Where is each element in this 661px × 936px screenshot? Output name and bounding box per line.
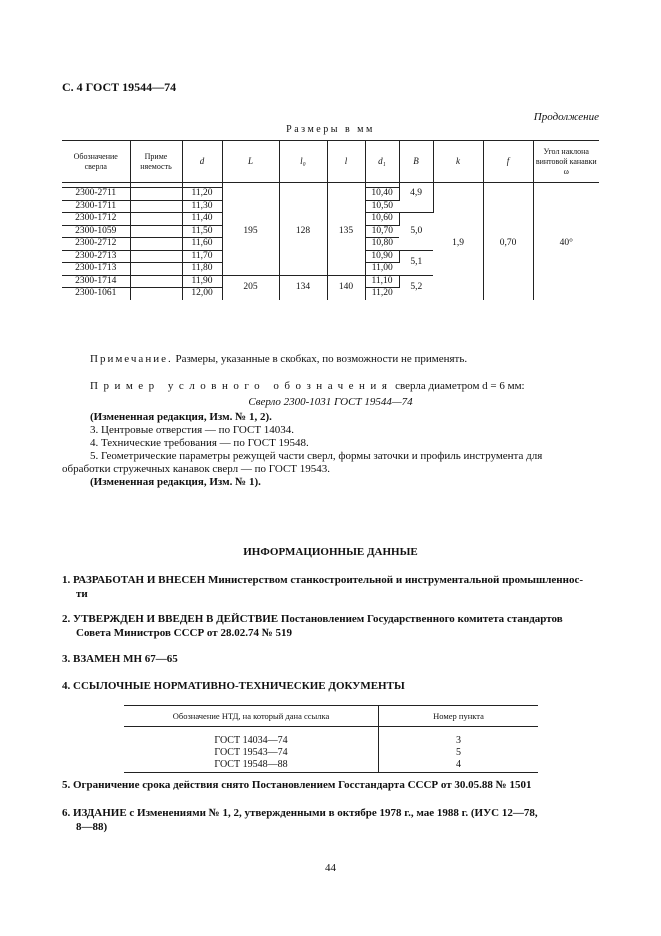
- paragraph-4: 4. Технические требования — по ГОСТ 19548.: [90, 437, 309, 449]
- d-cell: 12,00: [182, 288, 222, 300]
- application-cell: [130, 250, 182, 263]
- page-header: С. 4 ГОСТ 19544—74: [62, 80, 177, 94]
- page-number: 44: [325, 862, 336, 874]
- example-line: [90, 380, 525, 392]
- k-cell: 1,9: [433, 188, 483, 300]
- info-item-1-line-2: ти: [76, 588, 88, 600]
- designation-cell: 2300-1712: [62, 213, 130, 226]
- info-item-3: 3. ВЗАМЕН МН 67—65: [62, 653, 178, 665]
- note-label: Примечание.: [90, 353, 173, 365]
- table-row: [124, 759, 538, 773]
- header-l: l: [327, 141, 365, 183]
- header-d1: d₁: [365, 141, 399, 183]
- paragraph-5-line-2: обработки стружечных канавок сверл — по ГОСТ 19543.: [62, 463, 331, 475]
- table-row: [124, 735, 538, 747]
- info-item-4: 4. ССЫЛОЧНЫЕ НОРМАТИВНО-ТЕХНИЧЕСКИЕ ДОКУМЕНТЫ: [62, 680, 405, 692]
- B-cell: 5,0: [399, 213, 433, 251]
- designation-cell: 2300-1714: [62, 275, 130, 288]
- application-cell: [130, 213, 182, 226]
- l0-cell: 128: [279, 188, 327, 276]
- info-item-5: 5. Ограничение срока действия снято Постановлением Госстандарта СССР от 30.05.88 № 1501: [62, 779, 532, 791]
- B-cell: 4,9: [399, 188, 433, 213]
- L-cell: 195: [222, 188, 279, 276]
- d1-cell: 11,00: [365, 263, 399, 276]
- d-cell: 11,20: [182, 188, 222, 201]
- d-cell: 11,80: [182, 263, 222, 276]
- example-text: сверла диаметром d = 6 мм:: [395, 380, 525, 392]
- application-cell: [130, 188, 182, 201]
- L-cell: 205: [222, 275, 279, 300]
- d1-cell: 10,60: [365, 213, 399, 226]
- header-designation: Обозначение сверла: [62, 141, 130, 183]
- designation-cell: 2300-1713: [62, 263, 130, 276]
- info-item-6: [62, 806, 599, 834]
- B-cell: 5,1: [399, 250, 433, 275]
- B-cell: 5,2: [410, 282, 423, 292]
- header-L: L: [222, 141, 279, 183]
- designation-cell: 2300-2711: [62, 188, 130, 201]
- table-note: [90, 353, 467, 365]
- d-cell: 11,30: [182, 200, 222, 213]
- d1-cell: 10,80: [365, 238, 399, 251]
- edit-note-1: (Измененная редакция, Изм. № 1, 2).: [90, 411, 272, 423]
- units-caption: Размеры в мм: [286, 124, 375, 135]
- designation-cell: 2300-1059: [62, 225, 130, 238]
- table-header-row: [62, 141, 599, 183]
- l-cell: 135: [327, 188, 365, 276]
- ref-doc-cell: ГОСТ 19543—74: [124, 747, 379, 759]
- ref-header-item: Номер пункта: [379, 706, 539, 727]
- d-cell: 11,90: [182, 275, 222, 288]
- edit-note-2: (Измененная редакция, Изм. № 1).: [90, 476, 261, 488]
- info-item-2-line-1: 2. УТВЕРЖДЕН И ВВЕДЕН В ДЕЙСТВИЕ Постановлением Государственного комитета стандартов: [62, 613, 563, 625]
- info-title: ИНФОРМАЦИОННЫЕ ДАННЫЕ: [243, 546, 418, 558]
- application-cell: [130, 275, 182, 288]
- d-cell: 11,50: [182, 225, 222, 238]
- designation-cell: 2300-1711: [62, 200, 130, 213]
- d-cell: 11,40: [182, 213, 222, 226]
- application-cell: [130, 238, 182, 251]
- reference-table: [124, 705, 538, 773]
- header-k: k: [433, 141, 483, 183]
- drill-dimensions-table: [62, 140, 599, 300]
- application-cell: [130, 225, 182, 238]
- header-B: B: [399, 141, 433, 183]
- info-item-6-line-2: 8—88): [76, 821, 108, 833]
- ref-item-cell: 4: [379, 759, 539, 773]
- info-item-2: [62, 612, 599, 640]
- designation-cell: 2300-1061: [62, 288, 130, 300]
- d1-cell: 10,40: [365, 188, 399, 201]
- ref-header-row: [124, 706, 538, 727]
- note-text: Размеры, указанные в скобках, по возможности не применять.: [175, 353, 468, 365]
- ref-header-doc: Обозначение НТД, на который дана ссылка: [124, 706, 379, 727]
- info-item-1: [62, 573, 599, 601]
- l-cell: 140: [327, 275, 365, 300]
- info-item-6-line-1: 6. ИЗДАНИЕ с Изменениями № 1, 2, утвержденными в октябре 1978 г., мае 1988 г. (ИУС 12—78,: [62, 807, 538, 819]
- designation-cell: 2300-2712: [62, 238, 130, 251]
- header-application: Приме няемость: [130, 141, 182, 183]
- ref-doc-cell: ГОСТ 19548—88: [124, 759, 379, 773]
- d1-cell: 10,50: [365, 200, 399, 213]
- application-cell: [130, 263, 182, 276]
- d-cell: 11,70: [182, 250, 222, 263]
- ref-item-cell: 3: [456, 735, 461, 746]
- ref-item-cell: 5: [456, 747, 461, 758]
- application-cell: [130, 200, 182, 213]
- example-value: Сверло 2300-1031 ГОСТ 19544—74: [248, 396, 413, 408]
- info-item-2-line-2: Совета Министров СССР от 28.02.74 № 519: [76, 627, 292, 639]
- table-row: [62, 188, 599, 201]
- d1-cell: 11,20: [371, 288, 393, 299]
- d-cell: 11,60: [182, 238, 222, 251]
- f-cell: 0,70: [483, 188, 533, 300]
- designation-cell: 2300-2713: [62, 250, 130, 263]
- table-row: [124, 747, 538, 759]
- d1-cell: 11,10: [365, 275, 399, 288]
- paragraph-3: 3. Центровые отверстия — по ГОСТ 14034.: [90, 424, 295, 436]
- angle-cell: 40°: [559, 238, 573, 248]
- info-item-1-line-1: 1. РАЗРАБОТАН И ВНЕСЕН Министерством станкостроительной и инструментальной промышленнос-: [62, 574, 584, 586]
- header-d: d: [182, 141, 222, 183]
- l0-cell: 134: [279, 275, 327, 300]
- application-cell: [130, 288, 182, 300]
- d1-cell: 10,90: [365, 250, 399, 263]
- continuation-label: Продолжение: [533, 111, 599, 123]
- ref-doc-cell: ГОСТ 14034—74: [124, 735, 379, 747]
- d1-cell: 10,70: [365, 225, 399, 238]
- paragraph-5-line-1: 5. Геометрические параметры режущей части сверл, формы заточки и профиль инструмента для: [90, 450, 543, 462]
- header-angle: Угол наклона винтовой канавки ω: [533, 141, 599, 183]
- header-l0: l₀: [279, 141, 327, 183]
- header-f: f: [483, 141, 533, 183]
- example-label: Пример условного обозначения: [90, 380, 393, 392]
